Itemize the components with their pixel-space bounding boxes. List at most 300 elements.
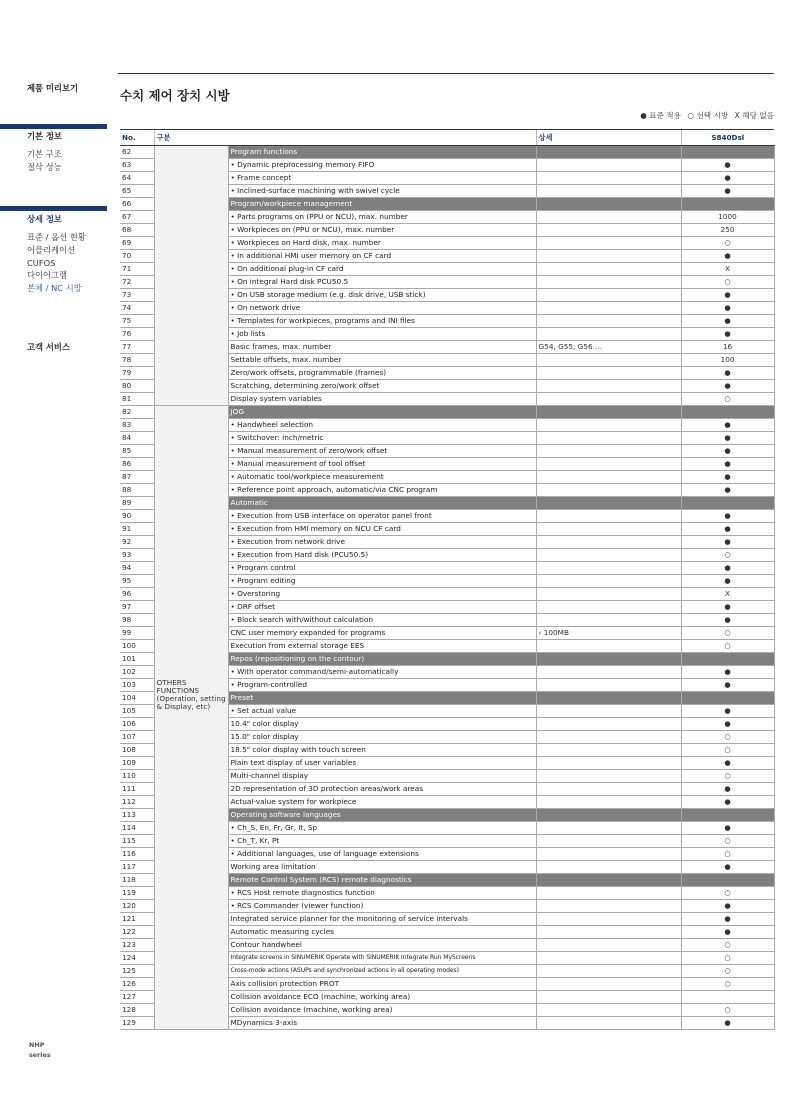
sidebar-item-standard-option[interactable]: 표준 / 옵션 현황	[27, 232, 86, 242]
detail-cell	[536, 289, 681, 302]
feature-cell: • Overstoring	[228, 588, 536, 601]
series-brand	[29, 1040, 51, 1060]
spec-value-cell	[681, 653, 774, 666]
spec-value-cell: ●	[681, 783, 774, 796]
spec-value-cell: ●	[681, 679, 774, 692]
spec-value-cell: ○	[681, 887, 774, 900]
detail-cell	[536, 523, 681, 536]
detail-cell	[536, 575, 681, 588]
detail-cell	[536, 536, 681, 549]
detail-cell	[536, 744, 681, 757]
row-number: 104	[120, 692, 154, 705]
row-number: 123	[120, 939, 154, 952]
feature-cell: JOG	[228, 406, 536, 419]
spec-value-cell: ●	[681, 484, 774, 497]
row-number: 76	[120, 328, 154, 341]
spec-value-cell: ●	[681, 159, 774, 172]
feature-cell: Collision avoidance (machine, working area)	[228, 1004, 536, 1017]
spec-value-cell: ●	[681, 458, 774, 471]
spec-value-cell: ●	[681, 614, 774, 627]
spec-value-cell: ●	[681, 822, 774, 835]
detail-cell	[536, 783, 681, 796]
row-number: 111	[120, 783, 154, 796]
feature-cell: Program/workpiece management	[228, 198, 536, 211]
spec-value-cell: ●	[681, 705, 774, 718]
detail-cell	[536, 718, 681, 731]
row-number: 64	[120, 172, 154, 185]
row-number: 66	[120, 198, 154, 211]
feature-cell: Working area limitation	[228, 861, 536, 874]
row-number: 77	[120, 341, 154, 354]
feature-cell: Axis collision protection PROT	[228, 978, 536, 991]
feature-cell: Operating software languages	[228, 809, 536, 822]
row-number: 67	[120, 211, 154, 224]
detail-cell	[536, 354, 681, 367]
detail-cell	[536, 211, 681, 224]
spec-value-cell	[681, 991, 774, 1004]
spec-value-cell: ●	[681, 861, 774, 874]
detail-cell	[536, 198, 681, 211]
detail-cell	[536, 432, 681, 445]
sidebar-item-cufos[interactable]: CUFOS	[27, 257, 56, 268]
detail-cell	[536, 250, 681, 263]
legend	[636, 110, 774, 121]
detail-cell	[536, 601, 681, 614]
feature-cell: • Program editing	[228, 575, 536, 588]
spec-value-cell: ●	[681, 926, 774, 939]
spec-value-cell: ●	[681, 419, 774, 432]
feature-cell: CNC user memory expanded for programs	[228, 627, 536, 640]
detail-cell	[536, 237, 681, 250]
row-number: 117	[120, 861, 154, 874]
detail-cell	[536, 614, 681, 627]
detail-cell	[536, 731, 681, 744]
sidebar-section-basic	[27, 130, 62, 174]
sidebar-section-preview[interactable]	[27, 82, 78, 94]
detail-cell	[536, 276, 681, 289]
spec-value-cell: ●	[681, 328, 774, 341]
feature-cell: • Ch_S, En, Fr, Gr, It, Sp	[228, 822, 536, 835]
detail-cell	[536, 328, 681, 341]
row-number: 119	[120, 887, 154, 900]
row-number: 115	[120, 835, 154, 848]
spec-value-cell: ○	[681, 393, 774, 406]
col-header-detail: 상세	[536, 130, 681, 146]
detail-cell	[536, 380, 681, 393]
col-header-model: S840Dsl	[681, 130, 774, 146]
feature-cell: • Frame concept	[228, 172, 536, 185]
spec-value-cell: ○	[681, 939, 774, 952]
feature-cell: 15.0" color display	[228, 731, 536, 744]
detail-cell	[536, 185, 681, 198]
feature-cell: Automatic	[228, 497, 536, 510]
row-number: 62	[120, 146, 154, 159]
row-number: 128	[120, 1004, 154, 1017]
detail-cell: ‹ 100MB	[536, 627, 681, 640]
feature-cell: Cross-mode actions (ASUPs and synchronized actions in all operating modes)	[228, 965, 536, 978]
sidebar-divider	[0, 124, 107, 129]
row-number: 121	[120, 913, 154, 926]
detail-cell	[536, 302, 681, 315]
detail-cell	[536, 952, 681, 965]
sidebar-heading-service[interactable]: 고객 서비스	[27, 342, 70, 352]
detail-cell: G54, G55, G56 ...	[536, 341, 681, 354]
spec-value-cell: X	[681, 263, 774, 276]
feature-cell: Contour handwheel	[228, 939, 536, 952]
feature-cell: Integrated service planner for the monitoring of service intervals	[228, 913, 536, 926]
detail-cell	[536, 822, 681, 835]
row-number: 71	[120, 263, 154, 276]
col-header-category: 구분	[154, 130, 536, 146]
detail-cell	[536, 588, 681, 601]
feature-cell: • Execution from Hard disk (PCU50.5)	[228, 549, 536, 562]
feature-cell: • With operator command/semi-automatically	[228, 666, 536, 679]
spec-value-cell	[681, 692, 774, 705]
feature-cell: • On network drive	[228, 302, 536, 315]
spec-value-cell: ●	[681, 536, 774, 549]
spec-value-cell: ○	[681, 731, 774, 744]
row-number: 72	[120, 276, 154, 289]
row-number: 97	[120, 601, 154, 614]
detail-cell	[536, 263, 681, 276]
feature-cell: • Set actual value	[228, 705, 536, 718]
feature-cell: • On USB storage medium (e.g. disk drive, USB stick)	[228, 289, 536, 302]
row-number: 83	[120, 419, 154, 432]
detail-cell	[536, 172, 681, 185]
detail-cell	[536, 1017, 681, 1030]
detail-cell	[536, 562, 681, 575]
spec-table	[120, 129, 775, 1030]
row-number: 96	[120, 588, 154, 601]
spec-value-cell: ○	[681, 276, 774, 289]
feature-cell: • Program control	[228, 562, 536, 575]
spec-value-cell: ●	[681, 289, 774, 302]
feature-cell: • Execution from network drive	[228, 536, 536, 549]
row-number: 69	[120, 237, 154, 250]
detail-cell	[536, 809, 681, 822]
feature-cell: • On additional plug-in CF card	[228, 263, 536, 276]
detail-cell	[536, 666, 681, 679]
category-cell-others	[154, 406, 228, 1030]
feature-cell: Zero/work offsets, programmable (frames)	[228, 367, 536, 380]
detail-cell	[536, 653, 681, 666]
detail-cell	[536, 406, 681, 419]
feature-cell: Repos (repositioning on the contour)	[228, 653, 536, 666]
spec-value-cell: 1000	[681, 211, 774, 224]
feature-cell: • On integral Hard disk PCU50.5	[228, 276, 536, 289]
feature-cell: • Manual measurement of zero/work offset	[228, 445, 536, 458]
col-header-no: No.	[120, 130, 154, 146]
detail-cell	[536, 991, 681, 1004]
feature-cell: • Parts programs on (PPU or NCU), max. number	[228, 211, 536, 224]
row-number: 118	[120, 874, 154, 887]
spec-value-cell: ○	[681, 640, 774, 653]
spec-value-cell: ○	[681, 965, 774, 978]
feature-cell: • Switchover: inch/metric	[228, 432, 536, 445]
feature-cell: • Handwheel selection	[228, 419, 536, 432]
row-number: 90	[120, 510, 154, 523]
row-number: 125	[120, 965, 154, 978]
spec-value-cell: ●	[681, 432, 774, 445]
row-number: 109	[120, 757, 154, 770]
detail-cell	[536, 900, 681, 913]
row-number: 85	[120, 445, 154, 458]
row-number: 114	[120, 822, 154, 835]
row-number: 124	[120, 952, 154, 965]
feature-cell: Settable offsets, max. number	[228, 354, 536, 367]
table-section-row	[120, 406, 774, 419]
spec-value-cell: ●	[681, 757, 774, 770]
row-number: 86	[120, 458, 154, 471]
sidebar-item-basic-structure[interactable]: 기본 구조	[27, 149, 62, 159]
sidebar-item-application[interactable]: 어플리케이션	[27, 244, 76, 255]
detail-cell	[536, 484, 681, 497]
row-number: 82	[120, 406, 154, 419]
row-number: 78	[120, 354, 154, 367]
detail-cell	[536, 978, 681, 991]
feature-cell: • Templates for workpieces, programs and INI files	[228, 315, 536, 328]
row-number: 81	[120, 393, 154, 406]
feature-cell: • Job lists	[228, 328, 536, 341]
row-number: 94	[120, 562, 154, 575]
row-number: 84	[120, 432, 154, 445]
row-number: 80	[120, 380, 154, 393]
feature-cell: Integrate screens in SINUMERIK Operate with SINUMERIK Integrate Run MyScreens	[228, 952, 536, 965]
spec-value-cell	[681, 874, 774, 887]
spec-value-cell: ○	[681, 770, 774, 783]
legend-option: ○ 선택 시방	[687, 111, 729, 120]
spec-value-cell: ○	[681, 744, 774, 757]
sidebar-heading-detail[interactable]: 상세 정보	[27, 214, 62, 224]
feature-cell: • Manual measurement of tool offset	[228, 458, 536, 471]
feature-cell: Basic frames, max. number	[228, 341, 536, 354]
table-section-row	[120, 146, 774, 159]
spec-value-cell: 100	[681, 354, 774, 367]
row-number: 93	[120, 549, 154, 562]
detail-cell	[536, 640, 681, 653]
feature-cell: • Program-controlled	[228, 679, 536, 692]
spec-value-cell	[681, 406, 774, 419]
row-number: 105	[120, 705, 154, 718]
row-number: 120	[120, 900, 154, 913]
spec-value-cell: ○	[681, 1004, 774, 1017]
spec-value-cell: ●	[681, 172, 774, 185]
detail-cell	[536, 159, 681, 172]
detail-cell	[536, 939, 681, 952]
row-number: 89	[120, 497, 154, 510]
detail-cell	[536, 835, 681, 848]
spec-value-cell: ○	[681, 952, 774, 965]
row-number: 108	[120, 744, 154, 757]
feature-cell: Remote Control System (RCS) remote diagnostics	[228, 874, 536, 887]
row-number: 87	[120, 471, 154, 484]
legend-standard: ● 표준 적용	[640, 111, 681, 120]
feature-cell: Display system variables	[228, 393, 536, 406]
feature-cell: Plain text display of user variables	[228, 757, 536, 770]
row-number: 99	[120, 627, 154, 640]
feature-cell: • Workpieces on (PPU or NCU), max. number	[228, 224, 536, 237]
row-number: 100	[120, 640, 154, 653]
feature-cell: MDynamics 3-axis	[228, 1017, 536, 1030]
spec-value-cell: ●	[681, 666, 774, 679]
spec-value-cell: ●	[681, 185, 774, 198]
feature-cell: • RCS Host remote diagnostics function	[228, 887, 536, 900]
detail-cell	[536, 874, 681, 887]
row-number: 116	[120, 848, 154, 861]
spec-value-cell: ○	[681, 627, 774, 640]
row-number: 65	[120, 185, 154, 198]
feature-cell: Multi-channel display	[228, 770, 536, 783]
row-number: 91	[120, 523, 154, 536]
feature-cell: Actual-value system for workpiece	[228, 796, 536, 809]
feature-cell: • Inclined-surface machining with swivel cycle	[228, 185, 536, 198]
header-rule	[118, 73, 774, 74]
row-number: 112	[120, 796, 154, 809]
spec-value-cell: ●	[681, 913, 774, 926]
feature-cell: • Automatic tool/workpiece measurement	[228, 471, 536, 484]
feature-cell: • Execution from USB interface on operator panel front	[228, 510, 536, 523]
detail-cell	[536, 861, 681, 874]
feature-cell: • RCS Commander (viewer function)	[228, 900, 536, 913]
row-number: 74	[120, 302, 154, 315]
feature-cell: • Additional languages, use of language extensions	[228, 848, 536, 861]
sidebar-section-service[interactable]	[27, 341, 70, 353]
spec-value-cell: ●	[681, 315, 774, 328]
spec-value-cell: ○	[681, 549, 774, 562]
row-number: 70	[120, 250, 154, 263]
detail-cell	[536, 913, 681, 926]
spec-value-cell: ●	[681, 796, 774, 809]
row-number: 103	[120, 679, 154, 692]
feature-cell: Scratching, determining zero/work offset	[228, 380, 536, 393]
spec-value-cell: ●	[681, 523, 774, 536]
spec-value-cell: ●	[681, 718, 774, 731]
row-number: 102	[120, 666, 154, 679]
sidebar-heading-basic[interactable]: 기본 정보	[27, 131, 62, 141]
row-number: 127	[120, 991, 154, 1004]
feature-cell: • Ch_T, Kr, Pt	[228, 835, 536, 848]
detail-cell	[536, 692, 681, 705]
spec-value-cell: ●	[681, 445, 774, 458]
spec-value-cell: ●	[681, 601, 774, 614]
row-number: 122	[120, 926, 154, 939]
brand-subtitle: series	[29, 1051, 51, 1059]
feature-cell: Execution from external storage EES	[228, 640, 536, 653]
row-number: 92	[120, 536, 154, 549]
row-number: 113	[120, 809, 154, 822]
detail-cell	[536, 367, 681, 380]
row-number: 79	[120, 367, 154, 380]
detail-cell	[536, 549, 681, 562]
feature-cell: • DRF offset	[228, 601, 536, 614]
spec-value-cell: ●	[681, 471, 774, 484]
spec-value-cell: ○	[681, 835, 774, 848]
spec-value-cell: ●	[681, 510, 774, 523]
brand-name: NHP	[29, 1041, 45, 1049]
table-header-row	[120, 130, 774, 146]
category-cell	[154, 146, 228, 406]
detail-cell	[536, 458, 681, 471]
detail-cell	[536, 393, 681, 406]
detail-cell	[536, 146, 681, 159]
row-number: 129	[120, 1017, 154, 1030]
spec-value-cell: ○	[681, 237, 774, 250]
detail-cell	[536, 497, 681, 510]
spec-value-cell: ●	[681, 302, 774, 315]
detail-cell	[536, 796, 681, 809]
feature-cell: • Dynamic preprocessing memory FIFO	[228, 159, 536, 172]
row-number: 126	[120, 978, 154, 991]
feature-cell: 2D representation of 3D protection areas/work areas	[228, 783, 536, 796]
spec-value-cell: ●	[681, 562, 774, 575]
spec-value-cell: ●	[681, 367, 774, 380]
detail-cell	[536, 770, 681, 783]
detail-cell	[536, 679, 681, 692]
spec-value-cell: 16	[681, 341, 774, 354]
feature-cell: • Execution from HMI memory on NCU CF card	[228, 523, 536, 536]
spec-value-cell	[681, 809, 774, 822]
sidebar-heading-preview[interactable]: 제품 미리보기	[27, 83, 78, 93]
spec-value-cell: ●	[681, 1017, 774, 1030]
feature-cell: Automatic measuring cycles	[228, 926, 536, 939]
spec-value-cell	[681, 497, 774, 510]
page-title: 수치 제어 장치 시방	[120, 88, 230, 103]
feature-cell: • Reference point approach, automatic/via CNC program	[228, 484, 536, 497]
row-number: 75	[120, 315, 154, 328]
spec-value-cell: ○	[681, 978, 774, 991]
row-number: 101	[120, 653, 154, 666]
detail-cell	[536, 445, 681, 458]
feature-cell: 18.5" color display with touch screen	[228, 744, 536, 757]
row-number: 63	[120, 159, 154, 172]
row-number: 110	[120, 770, 154, 783]
row-number: 107	[120, 731, 154, 744]
row-number: 68	[120, 224, 154, 237]
sidebar-section-detail	[27, 213, 86, 295]
spec-value-cell: ●	[681, 575, 774, 588]
row-number: 106	[120, 718, 154, 731]
detail-cell	[536, 419, 681, 432]
row-number: 95	[120, 575, 154, 588]
detail-cell	[536, 471, 681, 484]
feature-cell: • In additional HMI user memory on CF card	[228, 250, 536, 263]
row-number: 98	[120, 614, 154, 627]
sidebar-divider	[0, 206, 107, 211]
detail-cell	[536, 887, 681, 900]
spec-value-cell: ●	[681, 900, 774, 913]
detail-cell	[536, 510, 681, 523]
sidebar-item-diagram[interactable]: 다이어그램	[27, 270, 68, 281]
feature-cell: • Block search with/without calculation	[228, 614, 536, 627]
spec-value-cell: 250	[681, 224, 774, 237]
detail-cell	[536, 705, 681, 718]
sidebar-item-nc-spec[interactable]: 본체 / NC 시방	[27, 283, 82, 294]
detail-cell	[536, 965, 681, 978]
detail-cell	[536, 926, 681, 939]
detail-cell	[536, 1004, 681, 1017]
spec-value-cell: ●	[681, 250, 774, 263]
spec-value-cell: X	[681, 588, 774, 601]
feature-cell: Preset	[228, 692, 536, 705]
feature-cell: 10.4" color display	[228, 718, 536, 731]
spec-value-cell	[681, 198, 774, 211]
feature-cell: • Workpieces on Hard disk, max. number	[228, 237, 536, 250]
sidebar-item-cutting-performance[interactable]: 절삭 성능	[27, 161, 62, 172]
row-number: 73	[120, 289, 154, 302]
feature-cell: Collision avoidance ECO (machine, working area)	[228, 991, 536, 1004]
detail-cell	[536, 757, 681, 770]
spec-value-cell	[681, 146, 774, 159]
